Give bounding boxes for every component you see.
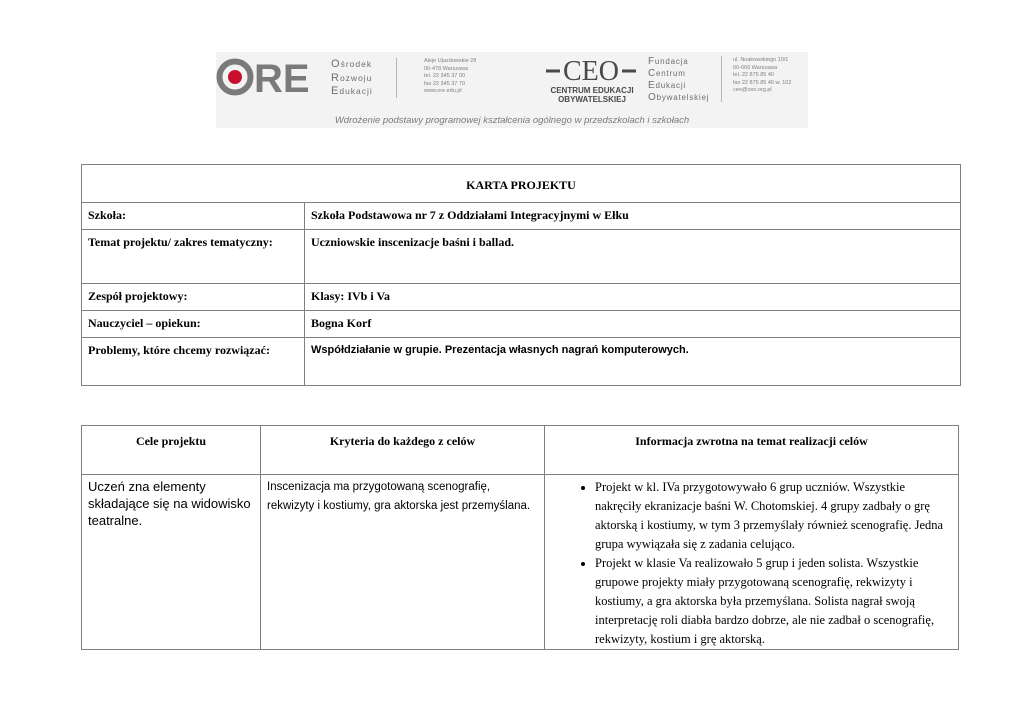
divider (721, 56, 722, 102)
goals-table (81, 425, 959, 650)
feedback-cell (545, 475, 959, 650)
label-teacher: Nauczyciel – opiekun: (82, 311, 305, 338)
criteria-cell: Inscenizacja ma przygotowaną scenografię, rekwizyty i kostiumy, gra aktorska jest przemyślana. (261, 475, 545, 650)
ore-name: Ośrodek Rozwoju Edukacji (331, 58, 373, 97)
feedback-list (551, 478, 952, 649)
svg-text:RE: RE (254, 58, 310, 96)
label-topic: Temat projektu/ zakres tematyczny: (82, 230, 305, 284)
divider (396, 58, 397, 98)
ceo-address: ul. Noakowskiego 10/1 00-666 Warszawa tel. 22 875 85 40 fax 22 875 85 40 w. 102 ceo@ceo.org.pl (733, 57, 792, 94)
header-banner (216, 52, 808, 128)
label-team: Zespół projektowy: (82, 284, 305, 311)
header-goals: Cele projektu (82, 426, 261, 475)
foundation-name: Fundacja Centrum Edukacji Obywatelskiej (648, 56, 710, 103)
label-problems: Problemy, które chcemy rozwiązać: (82, 338, 305, 386)
value-topic: Uczniowskie inscenizacje baśni i ballad. (305, 230, 961, 284)
ore-logo (216, 58, 321, 96)
project-card-table (81, 164, 961, 386)
value-problems: Współdziałanie w grupie. Prezentacja własnych nagrań komputerowych. (305, 338, 961, 386)
value-school: Szkoła Podstawowa nr 7 z Oddziałami Integracyjnymi w Ełku (305, 203, 961, 230)
ceo-full-name: CENTRUM EDUKACJI OBYWATELSKIEJ (550, 86, 634, 104)
svg-text:CEO: CEO (563, 56, 619, 84)
feedback-item: • Projekt w kl. IVa przygotowywało 6 grup uczniów. Wszystkie nakręciły ekranizacje baśni W. Chotomskiej. 4 grupy zadbały o grę aktorską i kostiumy, w tym 3 przemyślały również scenografię. Jedna grupa wywiązała się z zadania celująco. (595, 478, 952, 554)
card-title: KARTA PROJEKTU (82, 165, 961, 203)
value-team: Klasy: IVb i Va (305, 284, 961, 311)
header-feedback: Informacja zwrotna na temat realizacji celów (545, 426, 959, 475)
header-criteria: Kryteria do każdego z celów (261, 426, 545, 475)
ceo-logo (546, 56, 636, 84)
tagline: Wdrożenie podstawy programowej kształcenia ogólnego w przedszkolach i szkołach (334, 115, 690, 126)
feedback-item: • Projekt w klasie Va realizowało 5 grup i jeden solista. Wszystkie grupowe projekty miały przygotowaną scenografię, rekwizyty i kostiumy, a gra aktorska była przemyślana. Solista nagrał swoją interpretację roli diabła bardzo dobrze, ale nie zadbał o scenografię, rekwizyty, kostium i grę aktorską. (595, 554, 952, 649)
goal-cell: Uczeń zna elementy składające się na widowisko teatralne. (82, 475, 261, 650)
value-teacher: Bogna Korf (305, 311, 961, 338)
ore-address: Aleje Ujazdowskie 28 00-478 Warszawa tel. 22 345 37 00 fax 22 345 37 70 www.ore.edu.pl (424, 58, 477, 95)
label-school: Szkoła: (82, 203, 305, 230)
